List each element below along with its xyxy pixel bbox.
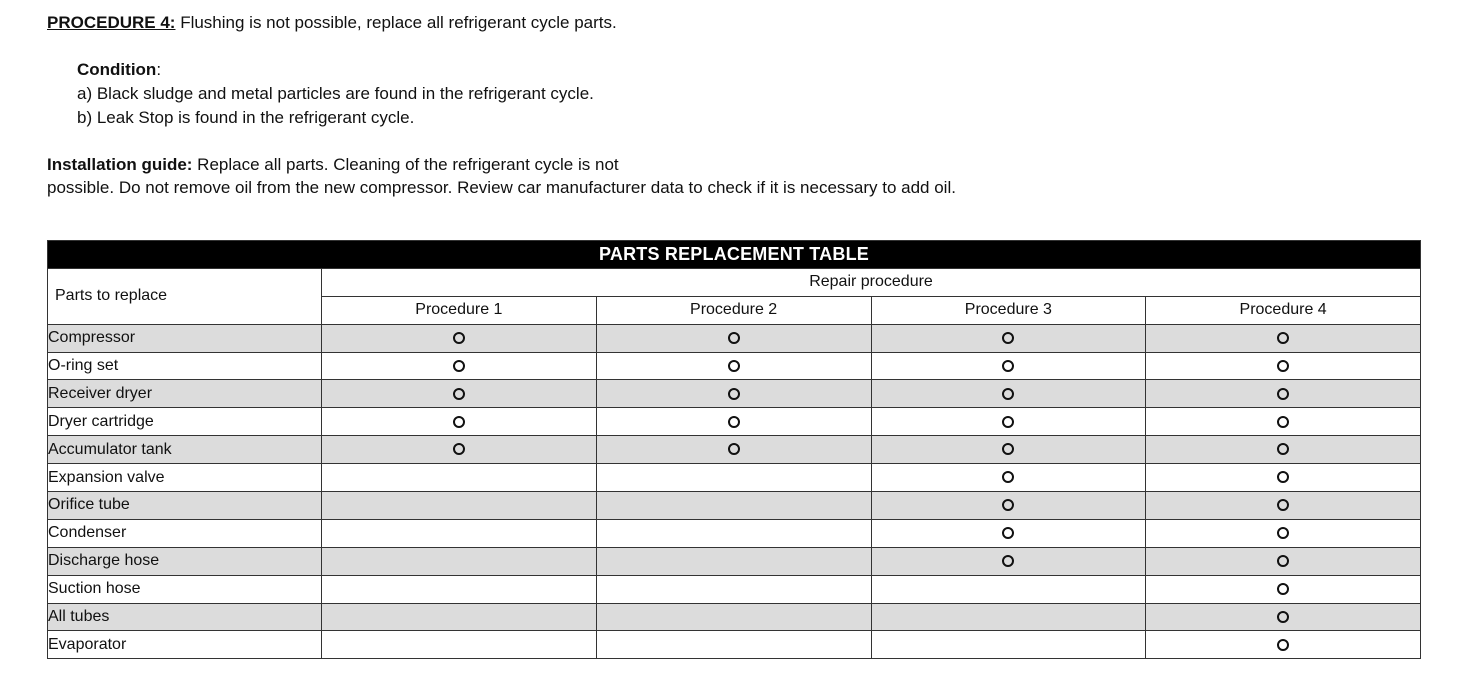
part-name-cell: Condenser xyxy=(48,519,322,547)
circle-icon xyxy=(728,416,740,428)
procedure-4-cell xyxy=(1146,631,1421,659)
table-row xyxy=(48,575,1421,603)
table-row xyxy=(48,352,1421,380)
circle-icon xyxy=(1002,471,1014,483)
circle-icon xyxy=(1277,360,1289,372)
circle-icon xyxy=(1002,360,1014,372)
table-row xyxy=(48,464,1421,492)
table-row xyxy=(48,436,1421,464)
parts-to-replace-header: Parts to replace xyxy=(48,268,322,324)
procedure-4-cell xyxy=(1146,492,1421,520)
table-group-header-row xyxy=(48,268,1421,296)
procedure-1-cell xyxy=(322,575,597,603)
procedure-1-cell xyxy=(322,380,597,408)
condition-item-b: b) Leak Stop is found in the refrigerant cycle. xyxy=(77,108,415,127)
procedure-heading xyxy=(47,11,617,35)
circle-icon xyxy=(1277,416,1289,428)
procedure-2-cell xyxy=(596,380,871,408)
procedure-4-cell xyxy=(1146,408,1421,436)
procedure-1-cell xyxy=(322,603,597,631)
circle-icon xyxy=(453,416,465,428)
circle-icon xyxy=(1277,499,1289,511)
part-name-cell: All tubes xyxy=(48,603,322,631)
procedure-1-cell xyxy=(322,492,597,520)
installation-text-1: Replace all parts. Cleaning of the refrigerant cycle is not xyxy=(192,155,619,174)
circle-icon xyxy=(453,360,465,372)
procedure-4-cell xyxy=(1146,380,1421,408)
procedure-2-cell xyxy=(596,575,871,603)
repair-procedure-header: Repair procedure xyxy=(322,268,1421,296)
column-header-procedure-1: Procedure 1 xyxy=(322,296,597,324)
part-name-cell: Evaporator xyxy=(48,631,322,659)
circle-icon xyxy=(1002,527,1014,539)
procedure-2-cell xyxy=(596,324,871,352)
circle-icon xyxy=(453,443,465,455)
part-name-cell: Discharge hose xyxy=(48,547,322,575)
condition-item-a: a) Black sludge and metal particles are found in the refrigerant cycle. xyxy=(77,84,594,103)
column-header-procedure-3: Procedure 3 xyxy=(871,296,1146,324)
table-row xyxy=(48,408,1421,436)
part-name-cell: Orifice tube xyxy=(48,492,322,520)
procedure-1-cell xyxy=(322,519,597,547)
procedure-1-cell xyxy=(322,464,597,492)
circle-icon xyxy=(453,332,465,344)
procedure-4-cell xyxy=(1146,324,1421,352)
condition-colon: : xyxy=(156,60,162,79)
procedure-3-cell xyxy=(871,519,1146,547)
parts-table-body xyxy=(48,324,1421,659)
table-row xyxy=(48,492,1421,520)
circle-icon xyxy=(1277,583,1289,595)
installation-guide-line-1 xyxy=(47,153,619,177)
circle-icon xyxy=(1277,332,1289,344)
procedure-2-cell xyxy=(596,519,871,547)
table-title: PARTS REPLACEMENT TABLE xyxy=(48,241,1421,269)
circle-icon xyxy=(728,360,740,372)
procedure-2-cell xyxy=(596,436,871,464)
circle-icon xyxy=(1002,499,1014,511)
procedure-2-cell xyxy=(596,464,871,492)
procedure-1-cell xyxy=(322,631,597,659)
procedure-3-cell xyxy=(871,464,1146,492)
circle-icon xyxy=(1277,639,1289,651)
circle-icon xyxy=(728,332,740,344)
circle-icon xyxy=(1277,471,1289,483)
part-name-cell: O-ring set xyxy=(48,352,322,380)
table-row xyxy=(48,603,1421,631)
procedure-2-cell xyxy=(596,408,871,436)
column-header-procedure-4: Procedure 4 xyxy=(1146,296,1421,324)
procedure-2-cell xyxy=(596,631,871,659)
procedure-text: Flushing is not possible, replace all refrigerant cycle parts. xyxy=(175,13,617,32)
table-title-row xyxy=(48,241,1421,269)
circle-icon xyxy=(728,388,740,400)
circle-icon xyxy=(1002,332,1014,344)
column-header-procedure-2: Procedure 2 xyxy=(596,296,871,324)
procedure-3-cell xyxy=(871,492,1146,520)
procedure-4-cell xyxy=(1146,519,1421,547)
table-row xyxy=(48,380,1421,408)
procedure-1-cell xyxy=(322,547,597,575)
procedure-3-cell xyxy=(871,603,1146,631)
procedure-1-cell xyxy=(322,324,597,352)
circle-icon xyxy=(1002,443,1014,455)
procedure-4-cell xyxy=(1146,352,1421,380)
procedure-3-cell xyxy=(871,324,1146,352)
procedure-3-cell xyxy=(871,547,1146,575)
condition-heading xyxy=(47,58,161,82)
procedure-1-cell xyxy=(322,352,597,380)
procedure-3-cell xyxy=(871,575,1146,603)
part-name-cell: Suction hose xyxy=(48,575,322,603)
circle-icon xyxy=(453,388,465,400)
circle-icon xyxy=(1002,416,1014,428)
procedure-1-cell xyxy=(322,436,597,464)
circle-icon xyxy=(1002,555,1014,567)
installation-guide-line-2: possible. Do not remove oil from the new compressor. Review car manufacturer data to check if it is necessary to add oil. xyxy=(47,178,956,197)
table-row xyxy=(48,547,1421,575)
condition-label: Condition xyxy=(77,60,157,79)
table-row xyxy=(48,324,1421,352)
procedure-3-cell xyxy=(871,436,1146,464)
circle-icon xyxy=(728,443,740,455)
circle-icon xyxy=(1277,611,1289,623)
procedure-3-cell xyxy=(871,631,1146,659)
part-name-cell: Accumulator tank xyxy=(48,436,322,464)
procedure-4-cell xyxy=(1146,603,1421,631)
part-name-cell: Compressor xyxy=(48,324,322,352)
circle-icon xyxy=(1277,388,1289,400)
procedure-2-cell xyxy=(596,492,871,520)
circle-icon xyxy=(1277,555,1289,567)
procedure-1-cell xyxy=(322,408,597,436)
circle-icon xyxy=(1277,443,1289,455)
procedure-label: PROCEDURE 4: xyxy=(47,13,176,32)
procedure-3-cell xyxy=(871,352,1146,380)
procedure-4-cell xyxy=(1146,575,1421,603)
procedure-2-cell xyxy=(596,603,871,631)
procedure-3-cell xyxy=(871,380,1146,408)
procedure-2-cell xyxy=(596,547,871,575)
installation-label: Installation guide: xyxy=(47,155,193,174)
procedure-4-cell xyxy=(1146,436,1421,464)
part-name-cell: Receiver dryer xyxy=(48,380,322,408)
table-row xyxy=(48,631,1421,659)
procedure-3-cell xyxy=(871,408,1146,436)
part-name-cell: Expansion valve xyxy=(48,464,322,492)
procedure-4-cell xyxy=(1146,547,1421,575)
table-row xyxy=(48,519,1421,547)
parts-replacement-table xyxy=(47,240,1421,659)
circle-icon xyxy=(1002,388,1014,400)
procedure-2-cell xyxy=(596,352,871,380)
circle-icon xyxy=(1277,527,1289,539)
part-name-cell: Dryer cartridge xyxy=(48,408,322,436)
procedure-4-cell xyxy=(1146,464,1421,492)
